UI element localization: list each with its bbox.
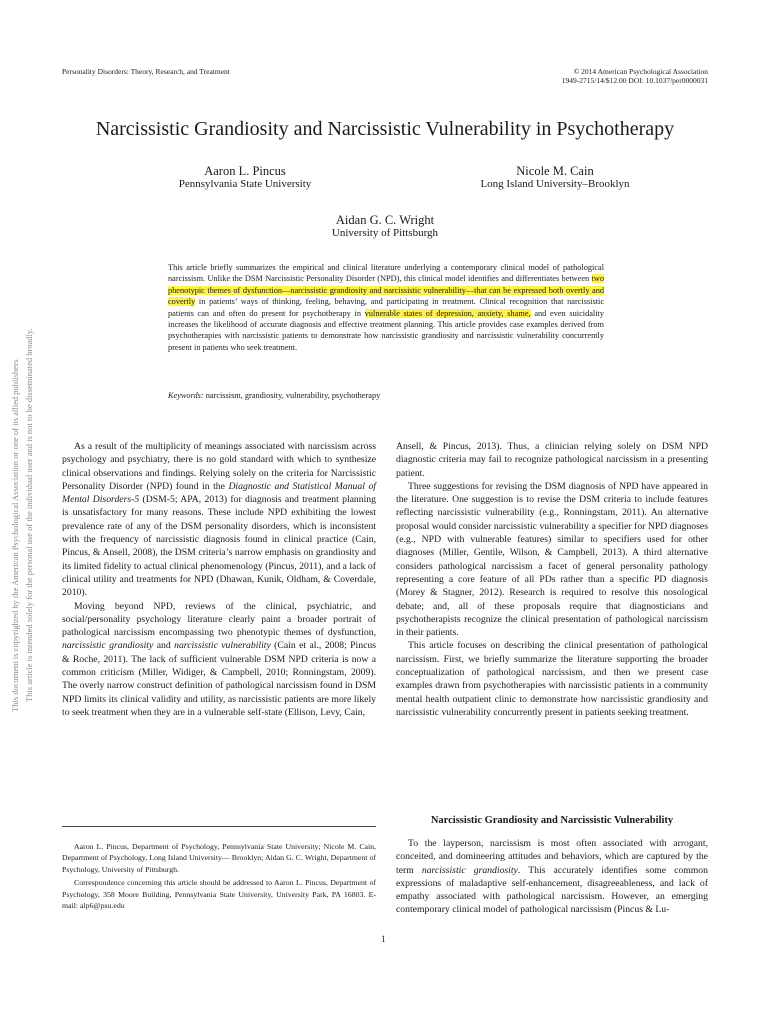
highlighted-text: two phenotypic themes of dysfunction—narcissistic grandiosity and narcissistic vulnerability—that can be expressed both overtly and covertly [168, 274, 604, 307]
body-paragraph: Ansell, & Pincus, 2013). Thus, a clinician relying solely on DSM NPD diagnostic criteria may fail to recognize pathological narcissism in a presenting patient. [396, 441, 708, 479]
body-text: To the layperson, narcissism is most often associated with arrogant, conceited, and domineering attitudes and behaviors, which are captured by the term [396, 838, 708, 876]
footnote [62, 841, 376, 913]
abstract-text: in patients’ ways of thinking, feeling, behaving, and participating in treatment. Clinical recognition that narcissistic patients can and often do present for psychotherapy in [168, 297, 604, 318]
author-note: Aaron L. Pincus, Department of Psychology, Pennsylvania State University; Nicole M. Cain, Department of Psychology, Long Island University— Brooklyn; Aidan G. C. Wright, Department of Psychology, University of Pittsburgh. [62, 842, 376, 874]
usage-notice-side: This article is intended solely for the personal use of the individual user and is not to be disseminated broadly. [24, 328, 34, 702]
keywords-text: narcissism, grandiosity, vulnerability, psychotherapy [203, 391, 381, 400]
author-name: Aaron L. Pincus [204, 164, 286, 178]
author-block-2 [450, 165, 660, 191]
author-block-3 [280, 214, 490, 240]
keywords-label: Keywords: [168, 391, 204, 400]
body-text: . This accurately identifies some common expressions of maladaptive self-enhancement, disagreeableness, and lack of empathy associated with pathological narcissism. However, an emerging contemporary clinical model of pathological narcissism (Pincus & Lu- [396, 864, 708, 916]
abstract [168, 262, 604, 353]
copyright-notice-side: This document is copyrighted by the American Psychological Association or one of its allied publishers. [10, 357, 20, 712]
correspondence-note: Correspondence concerning this article should be addressed to Aaron L. Pincus, Department of Psychology, 358 Moore Building, Pennsylvania State University, University Park, PA 16803. E-mail: alp6@psu.edu [62, 878, 376, 911]
copyright-line: © 2014 American Psychological Association [573, 67, 708, 76]
body-paragraph: Three suggestions for revising the DSM diagnosis of NPD have appeared in the literature. One suggestion is to revise the DSM criteria to include features reflecting narcissistic vulnerability (e.g., Ronningstam, 2011). An alternative proposal would consider narcissistic vulnerability a specifier for NPD diagnoses (e.g., NPD with vulnerable features) similar to specifiers used for other diagnoses (Miller, Gentile, Wilson, & Campbell, 2013). A third alternative considers pathological narcissism a facet of general personality pathology representing a core feature of all PDs rather than a specific PD diagnosis (Morey & Stagner, 2012). Research is required to resolve this nosological debate; and, all of these proposals require that diagnosticians and psychotherapists recognize the clinical presentation of pathological narcissism in their patients. [396, 480, 708, 639]
doi-line: 1949-2715/14/$12.00 DOI: 10.1037/per0000031 [561, 76, 708, 85]
journal-name: Personality Disorders: Theory, Research, and Treatment [62, 67, 230, 76]
body-paragraph: This article focuses on describing the clinical presentation of pathological narcissism. First, we briefly summarize the literature supporting the broader conceptualization of pathological narcissism, and then we present case examples drawn from psychotherapies with narcissistic patients in a community mental health outpatient clinic to demonstrate how narcissistic grandiosity and narcissistic vulnerability concurrently present in patients seeking treatment. [396, 640, 708, 718]
body-italic: Diagnostic and Statistical Manual of Mental Disorders-5 [62, 480, 376, 506]
body-italic: narcissistic grandiosity [421, 864, 518, 876]
page-number: 1 [381, 934, 386, 944]
body-column-right-continued [396, 837, 708, 917]
body-paragraph [396, 837, 708, 917]
abstract-text: and even suicidality increases the likelihood of accurate diagnosis and effective treatment planning. This article provides case examples derived from psychotherapies with narcissistic patients to demonstrate how narcissistic grandiosity and narcissistic vulnerability concurrently present in patients who seek treatment. [168, 308, 604, 352]
article-title: Narcissistic Grandiosity and Narcissistic Vulnerability in Psychotherapy [95, 118, 675, 140]
body-column-left [62, 440, 376, 719]
footnote-rule [62, 826, 376, 827]
author-block-1 [140, 165, 350, 191]
author-name: Nicole M. Cain [516, 164, 594, 178]
copyright-block [562, 67, 708, 85]
keywords [168, 391, 604, 400]
body-text: and [153, 640, 175, 652]
highlighted-text: vulnerable states of depression, anxiety, shame, [364, 308, 531, 318]
body-italic: narcissistic grandiosity [62, 640, 154, 652]
body-text: As a result of the multiplicity of meanings associated with narcissism across psychology and psychiatry, there is no gold standard with which to synthesize clinical observations and findings. Relying solely on the criteria for Narcissistic Personality Disorder (NPD) found in the [62, 441, 376, 492]
body-italic: narcissistic vulnerability [174, 640, 271, 652]
author-name: Aidan G. C. Wright [335, 213, 435, 227]
body-column-right [396, 440, 708, 719]
author-affiliation: Pennsylvania State University [178, 178, 312, 190]
author-affiliation: University of Pittsburgh [331, 227, 439, 239]
body-text: (DSM-5; APA, 2013) for diagnosis and treatment planning is unsatisfactory for many reasons. These include NPD exhibiting the lowest prevalence rate of any of the DSM personality disorders, which is inconsistent with the frequency of narcissistic diagnosis found in clinical practice (Cain, Pincus, & Ansell, 2008), the DSM criteria’s narrow emphasis on grandiosity and its limited fidelity to actual clinical phenomenology (Pincus, 2011), and a lack of clinical utility and treatments for NPD (Dhawan, Kunik, Oldham, & Coverdale, 2010). [62, 494, 376, 599]
body-text: Moving beyond NPD, reviews of the clinical, psychiatric, and social/personality psychology literature clearly paint a broader portrait of pathological narcissism encompassing two phenotypic themes of dysfunction, [62, 600, 376, 639]
author-affiliation: Long Island University–Brooklyn [480, 178, 630, 190]
section-heading: Narcissistic Grandiosity and Narcissistic Vulnerability [430, 815, 674, 826]
body-paragraph [62, 600, 376, 720]
body-paragraph [62, 440, 376, 600]
body-text: (Cain et al., 2008; Pincus & Roche, 2011). The lack of sufficient vulnerable DSM NPD criteria is now a common criticism (Miller, Widiger, & Campbell, 2010; Ronningstam, 2009). The overly narrow construct definition of pathological narcissism found in DSM NPD limits its clinical validity and utility, as narcissistic patients are more likely to seek treatment when they are in a vulnerable self-state (Ellison, Levy, Cain, [62, 640, 376, 718]
abstract-text: This article briefly summarizes the empirical and clinical literature underlying a contemporary clinical model of pathological narcissism. Unlike the DSM Narcissistic Personality Disorder (NPD), this clinical model identifies and differentiates between [168, 263, 604, 284]
